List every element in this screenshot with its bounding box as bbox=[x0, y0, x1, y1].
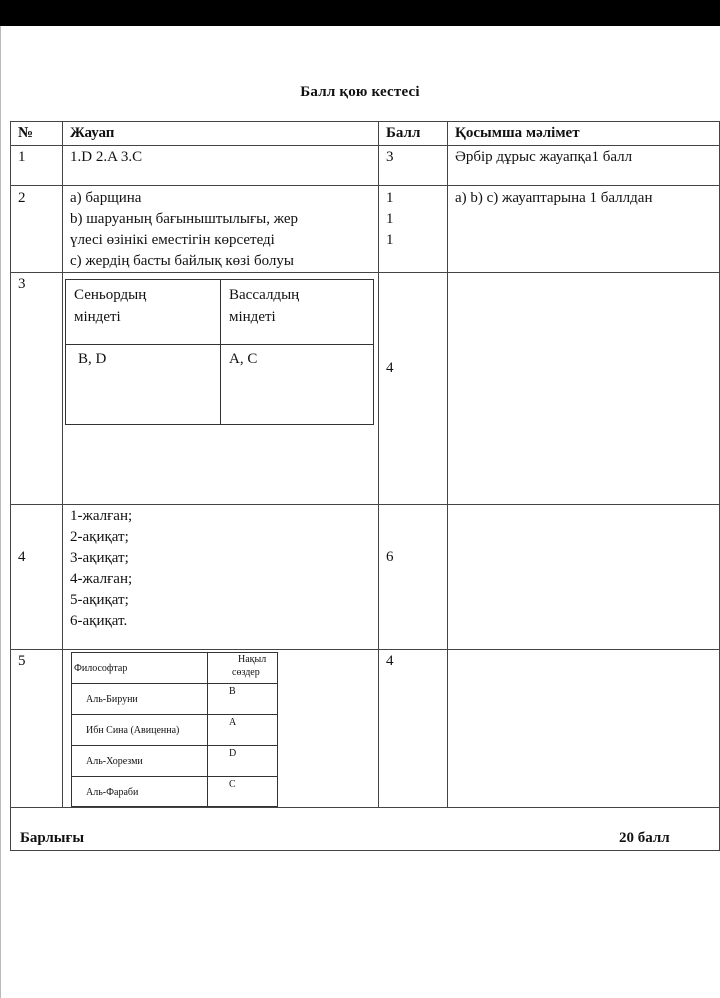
philosopher-saying: C bbox=[229, 779, 236, 790]
header-answer: Жауап bbox=[70, 125, 115, 141]
points-line: 1 bbox=[386, 211, 394, 227]
inner-row-line bbox=[72, 683, 277, 684]
duties-header-line: міндеті bbox=[74, 309, 121, 325]
inner-row-line bbox=[72, 776, 277, 777]
row-number: 3 bbox=[18, 276, 26, 292]
row-line bbox=[10, 504, 720, 505]
philosopher-saying: A bbox=[229, 717, 237, 728]
row-number: 2 bbox=[18, 190, 26, 206]
inner-col-line bbox=[207, 653, 208, 806]
points-line: 1 bbox=[386, 190, 394, 206]
answer-line: 4-жалған; bbox=[70, 571, 133, 587]
answer-line: b) шаруаның бағыныштылығы, жер bbox=[70, 211, 299, 227]
row-points: 4 bbox=[386, 653, 394, 669]
row-number: 1 bbox=[18, 149, 26, 165]
sayings-header-line: Нақыл bbox=[238, 654, 267, 665]
philosopher-name: Аль-Фараби bbox=[86, 787, 139, 798]
answer-line: 6-ақиқат. bbox=[70, 613, 128, 629]
duties-header-line: міндеті bbox=[229, 309, 276, 325]
answer-line: 3-ақиқат; bbox=[70, 550, 129, 566]
row-number: 5 bbox=[18, 653, 26, 669]
philosopher-name: Аль-Хорезми bbox=[86, 756, 143, 767]
answer-line: a) барщина bbox=[70, 190, 142, 206]
answer-line: c) жердің басты байлық көзі болуы bbox=[70, 253, 294, 269]
total-label: Барлығы bbox=[20, 830, 85, 846]
philosopher-saying: B bbox=[229, 686, 236, 697]
sayings-header-line: сөздер bbox=[232, 667, 260, 678]
philosophers-table bbox=[71, 652, 278, 807]
duties-value: A, C bbox=[229, 351, 258, 367]
answer-line: 1-жалған; bbox=[70, 508, 133, 524]
row-line bbox=[10, 807, 720, 808]
col-line bbox=[10, 121, 11, 851]
col-line bbox=[378, 121, 379, 807]
header-points: Балл bbox=[386, 125, 421, 141]
answer-line: 2-ақиқат; bbox=[70, 529, 129, 545]
top-bar bbox=[0, 0, 720, 26]
duties-header-line: Вассалдың bbox=[229, 287, 300, 303]
duties-header-line: Сеньордың bbox=[74, 287, 147, 303]
row-line bbox=[10, 649, 720, 650]
col-line bbox=[447, 121, 448, 807]
header-number: № bbox=[18, 125, 34, 141]
row-points: 6 bbox=[386, 549, 394, 565]
inner-row-line bbox=[66, 344, 373, 345]
row-answer: 1.D 2.A 3.C bbox=[70, 149, 143, 165]
row-line bbox=[10, 185, 720, 186]
row-number: 4 bbox=[18, 549, 26, 565]
inner-row-line bbox=[72, 745, 277, 746]
header-extra: Қосымша мәлімет bbox=[455, 125, 580, 141]
philosophers-header: Философтар bbox=[74, 663, 128, 674]
row-line bbox=[10, 145, 720, 146]
philosopher-name: Ибн Сина (Авиценна) bbox=[86, 725, 180, 736]
row-line bbox=[10, 121, 720, 122]
total-value: 20 балл bbox=[619, 830, 670, 846]
row-extra: Әрбір дұрыс жауапқа1 балл bbox=[455, 149, 633, 165]
philosopher-saying: D bbox=[229, 748, 237, 759]
duties-table bbox=[65, 279, 374, 425]
document-title: Балл қою кестесі bbox=[300, 84, 420, 100]
row-points: 3 bbox=[386, 149, 394, 165]
points-line: 1 bbox=[386, 232, 394, 248]
answer-line: 5-ақиқат; bbox=[70, 592, 129, 608]
row-points: 4 bbox=[386, 360, 394, 376]
inner-row-line bbox=[72, 714, 277, 715]
row-extra: a) b) c) жауаптарына 1 баллдан bbox=[455, 190, 653, 206]
col-line bbox=[62, 121, 63, 807]
philosopher-name: Аль-Бируни bbox=[86, 694, 138, 705]
row-line bbox=[10, 272, 720, 273]
row-line bbox=[10, 850, 720, 851]
inner-col-line bbox=[220, 280, 221, 424]
answer-line: үлесі өзінікі еместігін көрсетеді bbox=[70, 232, 275, 248]
duties-value: B, D bbox=[78, 351, 107, 367]
